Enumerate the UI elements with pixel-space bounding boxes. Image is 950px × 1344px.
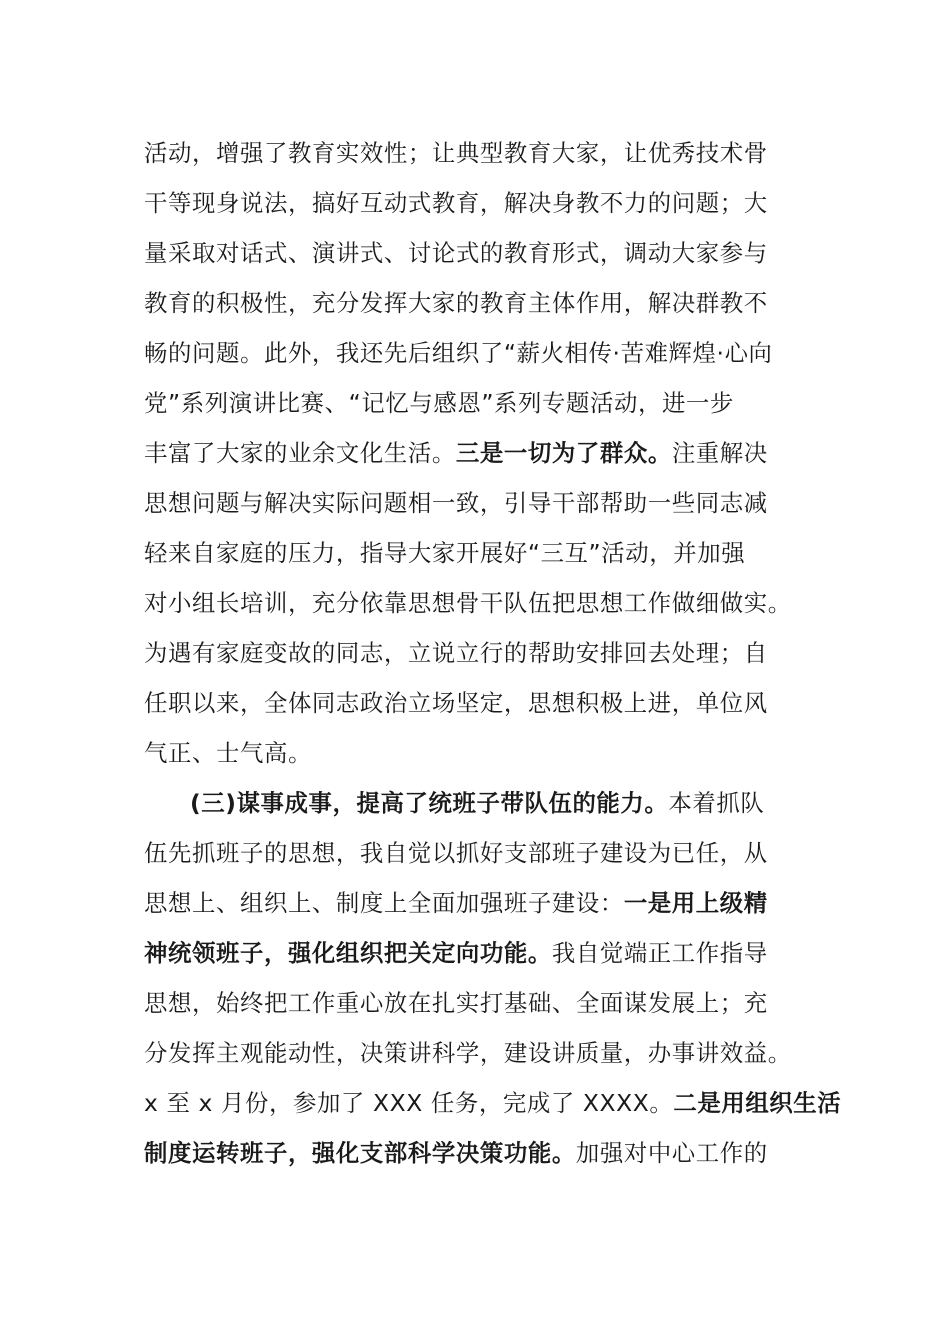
text-segment: 轻来自家庭的压力，指导大家开展好“三互”活动，并加强 bbox=[144, 539, 746, 567]
text-segment: 党”系列演讲比赛、“记忆与感恩”系列专题活动，进一步 bbox=[144, 389, 734, 417]
bold-heading-segment: 三是一切为了群众。 bbox=[455, 439, 672, 467]
text-line bbox=[144, 978, 814, 1028]
text-line bbox=[144, 528, 814, 578]
text-line bbox=[144, 878, 814, 928]
text-segment: 加强对中心工作的 bbox=[575, 1139, 768, 1167]
bold-heading-segment: 一是用上级精 bbox=[623, 889, 768, 917]
text-segment: 活动，增强了教育实效性；让典型教育大家，让优秀技术骨 bbox=[144, 139, 768, 167]
text-line bbox=[144, 228, 814, 278]
bold-heading-segment: 制度运转班子，强化支部科学决策功能。 bbox=[144, 1139, 576, 1167]
text-line bbox=[144, 1028, 814, 1078]
section-heading: (三)谋事成事，提高了统班子带队伍的能力。 bbox=[190, 789, 669, 817]
text-segment: 教育的积极性，充分发挥大家的教育主体作用，解决群教不 bbox=[144, 289, 768, 317]
text-line bbox=[144, 278, 814, 328]
text-segment: 思想，始终把工作重心放在扎实打基础、全面谋发展上；充 bbox=[144, 989, 768, 1017]
text-line bbox=[144, 628, 814, 678]
text-segment: 对小组长培训，充分依靠思想骨干队伍把思想工作做细做实。 bbox=[144, 589, 792, 617]
text-line bbox=[144, 778, 814, 828]
text-segment: 为遇有家庭变故的同志，立说立行的帮助安排回去处理；自 bbox=[144, 639, 768, 667]
text-segment: 我自觉端正工作指导 bbox=[551, 939, 768, 967]
text-line bbox=[144, 378, 814, 428]
text-line bbox=[144, 578, 814, 628]
text-line bbox=[144, 478, 814, 528]
text-segment: 量采取对话式、演讲式、讨论式的教育形式，调动大家参与 bbox=[144, 239, 768, 267]
text-segment: x 至 x 月份，参加了 XXX 任务，完成了 XXXX。 bbox=[144, 1089, 674, 1117]
bold-heading-segment: 二是用组织生活 bbox=[673, 1089, 842, 1117]
text-line bbox=[144, 928, 814, 978]
text-line bbox=[144, 328, 814, 378]
text-line bbox=[144, 828, 814, 878]
text-segment: 畅的问题。此外，我还先后组织了“薪火相传·苦难辉煌·心向 bbox=[144, 339, 773, 367]
text-segment: 气正、士气高。 bbox=[144, 739, 312, 767]
text-segment: 伍先抓班子的思想，我自觉以抓好支部班子建设为已任，从 bbox=[144, 839, 768, 867]
bold-heading-segment: 神统领班子，强化组织把关定向功能。 bbox=[144, 939, 552, 967]
text-line bbox=[144, 178, 814, 228]
text-segment: 本着抓队 bbox=[668, 789, 765, 817]
text-line bbox=[144, 428, 814, 478]
text-segment: 丰富了大家的业余文化生活。 bbox=[144, 439, 456, 467]
text-segment: 分发挥主观能动性，决策讲科学，建设讲质量，办事讲效益。 bbox=[144, 1039, 792, 1067]
text-segment: 思想上、组织上、制度上全面加强班子建设： bbox=[144, 889, 624, 917]
text-line bbox=[144, 1078, 842, 1128]
text-segment: 任职以来，全体同志政治立场坚定，思想积极上进，单位风 bbox=[144, 689, 768, 717]
text-line bbox=[144, 1128, 814, 1178]
text-line bbox=[144, 128, 814, 178]
text-segment: 思想问题与解决实际问题相一致，引导干部帮助一些同志减 bbox=[144, 489, 768, 517]
text-segment: 干等现身说法，搞好互动式教育，解决身教不力的问题；大 bbox=[144, 189, 768, 217]
text-line bbox=[144, 728, 814, 778]
text-line bbox=[144, 678, 814, 728]
text-segment: 注重解决 bbox=[671, 439, 768, 467]
document-body bbox=[144, 128, 842, 1178]
